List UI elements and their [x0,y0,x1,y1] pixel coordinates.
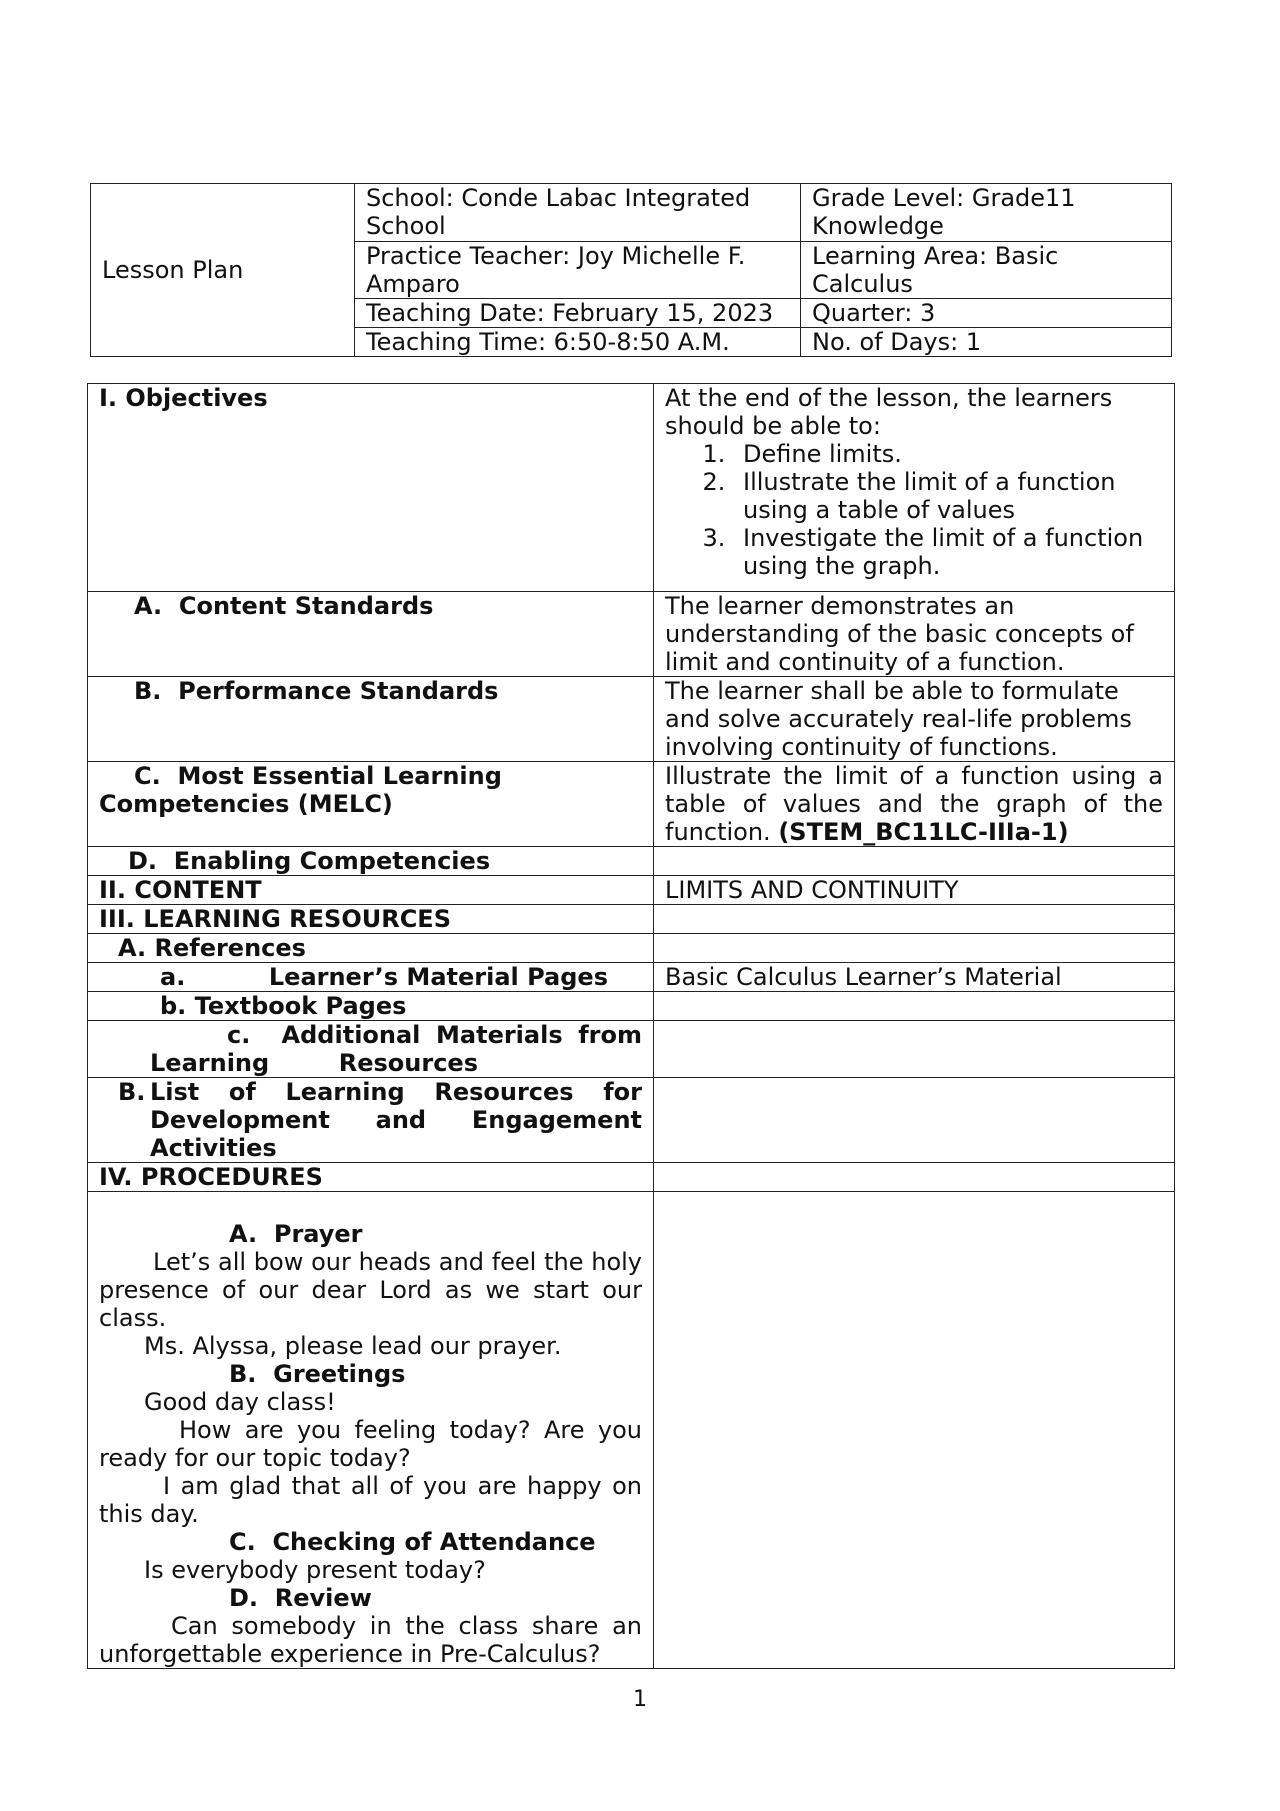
list-resources-label [88,1078,654,1163]
prayer-lead: Ms. Alyssa, please lead our prayer. [144,1332,562,1360]
procedures-label: IV. PROCEDURES [88,1163,654,1192]
review-text: Can somebody in the class share an unforgettable experience in Pre-Calculus? [99,1612,642,1668]
objectives-cell [654,384,1175,592]
references-row [88,934,1175,963]
objectives-intro: At the end of the lesson, the learners should be able to: [665,384,1113,440]
prayer-text: Let’s all bow our heads and feel the holy presence of our dear Lord as we start our class. [99,1248,642,1332]
additional-materials-row [88,1021,1175,1078]
content-standards-text: The learner demonstrates an understanding of the basic concepts of limit and continuity of a function. [654,592,1175,677]
attendance-heading: C. Checking of Attendance [229,1528,596,1556]
learning-area-cell: Learning Area: Basic Calculus [801,242,1172,299]
greetings-heading: B. Greetings [229,1360,406,1388]
page-number: 1 [633,1687,647,1712]
performance-standards-row [88,677,1175,762]
melc-label-line2: Competencies (MELC) [99,790,393,818]
learning-resources-row [88,905,1175,934]
enabling-text [654,847,1175,876]
school-cell: School: Conde Labac Integrated School [355,184,801,242]
prayer-heading: A. Prayer [229,1220,363,1248]
grade-level-cell: Grade Level: Grade11 Knowledge [801,184,1172,242]
textbook-pages-row [88,992,1175,1021]
objectives-label: I. Objectives [88,384,654,592]
teaching-time-cell: Teaching Time: 6:50-8:50 A.M. [355,328,801,357]
list-resources-row [88,1078,1175,1163]
list-resources-text: List of Learning Resources for Development and Engagement Activities [150,1078,642,1162]
review-heading: D. Review [229,1584,372,1612]
lm-pages-label: a. Learner’s Material Pages [88,963,654,992]
teaching-date-cell: Teaching Date: February 15, 2023 [355,299,801,328]
content-standards-label: A. Content Standards [88,592,654,677]
list-resources-prefix: B. [118,1078,146,1106]
additional-materials-label [88,1021,654,1078]
melc-row [88,762,1175,847]
additional-line1: c. Additional Materials from [227,1021,642,1049]
learning-resources-label: III. LEARNING RESOURCES [88,905,654,934]
performance-standards-text: The learner shall be able to formulate and solve accurately real-life problems involving continuity of functions. [654,677,1175,762]
content-text: LIMITS AND CONTINUITY [654,876,1175,905]
melc-text [654,762,1175,847]
content-row [88,876,1175,905]
objective-item: 1. Define limits. [733,440,1163,468]
days-cell: No. of Days: 1 [801,328,1172,357]
textbook-pages-label: b. Textbook Pages [88,992,654,1021]
references-label: A. References [88,934,654,963]
additional-line2: Learning Resources [150,1049,478,1077]
procedures-row [88,1163,1175,1192]
attendance-text: Is everybody present today? [144,1556,486,1584]
lesson-table [87,383,1175,1669]
objective-item: 2. Illustrate the limit of a function using a table of values [733,468,1163,524]
content-label: II. CONTENT [88,876,654,905]
objectives-list [665,440,1163,580]
melc-code: (STEM_BC11LC-IIIa-1) [778,818,1069,846]
quarter-cell: Quarter: 3 [801,299,1172,328]
content-standards-row [88,592,1175,677]
header-table [90,183,1172,357]
procedures-content-row [88,1192,1175,1669]
lm-pages-text: Basic Calculus Learner’s Material [654,963,1175,992]
objective-item: 3. Investigate the limit of a function using the graph. [733,524,1163,580]
lm-pages-row [88,963,1175,992]
melc-label-line1: C. Most Essential Learning [134,762,502,790]
enabling-row [88,847,1175,876]
melc-description: Illustrate the limit of a function using a table of values and the graph of the function. [665,762,1163,846]
greetings-text-2: How are you feeling today? Are you ready for our topic today? [99,1416,642,1472]
objectives-row [88,384,1175,592]
performance-standards-label: B. Performance Standards [88,677,654,762]
practice-teacher-cell: Practice Teacher: Joy Michelle F. Amparo [355,242,801,299]
lesson-plan-title: Lesson Plan [91,184,355,357]
enabling-label: D. Enabling Competencies [88,847,654,876]
procedures-content [88,1192,654,1669]
greetings-text-3: I am glad that all of you are happy on this day. [99,1472,642,1528]
melc-label [88,762,654,847]
greetings-text-1: Good day class! [144,1388,336,1416]
